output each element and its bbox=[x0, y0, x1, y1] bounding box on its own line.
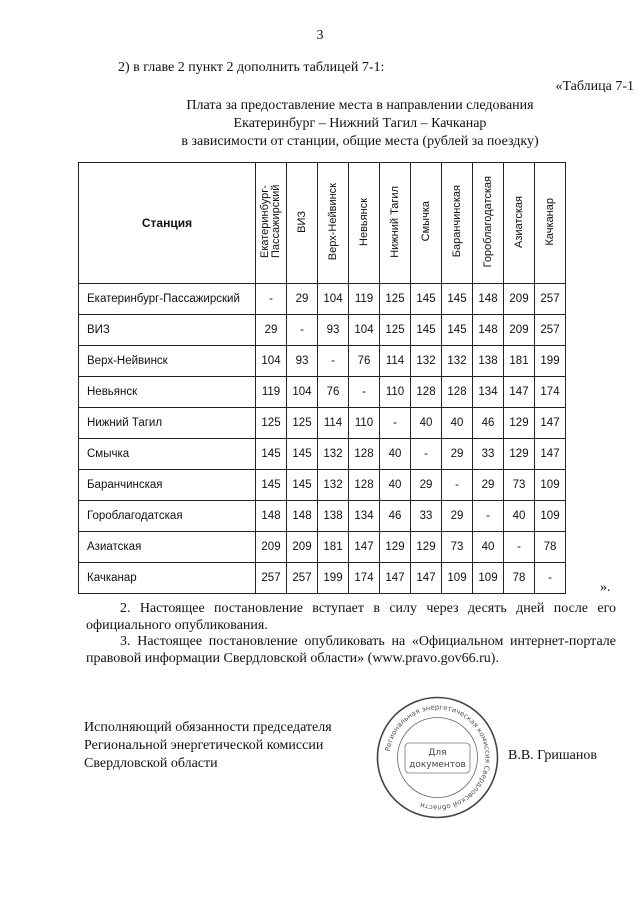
fare-cell: 132 bbox=[318, 439, 349, 470]
fare-cell: 76 bbox=[349, 346, 380, 377]
fare-cell: 129 bbox=[504, 408, 535, 439]
station-name-cell: Нижний Тагил bbox=[79, 408, 256, 439]
table-caption-line1: Плата за предоставление места в направлении следования bbox=[186, 98, 534, 113]
fare-cell: 29 bbox=[411, 470, 442, 501]
fare-cell: 33 bbox=[411, 501, 442, 532]
fare-cell: 129 bbox=[411, 532, 442, 563]
station-name-cell: ВИЗ bbox=[79, 315, 256, 346]
column-header bbox=[442, 163, 473, 284]
fare-cell: 73 bbox=[442, 532, 473, 563]
column-header bbox=[318, 163, 349, 284]
table-row bbox=[79, 315, 566, 346]
fare-cell: 110 bbox=[349, 408, 380, 439]
fare-cell: 128 bbox=[349, 439, 380, 470]
fare-cell: 33 bbox=[473, 439, 504, 470]
fare-cell: 73 bbox=[504, 470, 535, 501]
fare-cell: 181 bbox=[504, 346, 535, 377]
fare-cell: 128 bbox=[442, 377, 473, 408]
fare-cell: 145 bbox=[442, 315, 473, 346]
fare-cell: 181 bbox=[318, 532, 349, 563]
table-row bbox=[79, 470, 566, 501]
column-header bbox=[287, 163, 318, 284]
table-row bbox=[79, 563, 566, 594]
fare-cell: 104 bbox=[318, 284, 349, 315]
table-caption-line2: Екатеринбург – Нижний Тагил – Качканар bbox=[233, 116, 487, 131]
signatory-title-line3: Свердловской области bbox=[84, 756, 218, 771]
station-name-cell: Смычка bbox=[79, 439, 256, 470]
fare-cell: - bbox=[349, 377, 380, 408]
fare-cell: 125 bbox=[256, 408, 287, 439]
intro-line: 2) в главе 2 пункт 2 дополнить таблицей 7-1: bbox=[118, 60, 385, 75]
column-header-label: Невьянск bbox=[357, 197, 370, 246]
column-header bbox=[380, 163, 411, 284]
fare-cell: 114 bbox=[380, 346, 411, 377]
fare-cell: 209 bbox=[287, 532, 318, 563]
table-row bbox=[79, 408, 566, 439]
fare-cell: 145 bbox=[411, 315, 442, 346]
paragraph-effective-date bbox=[86, 600, 616, 634]
fare-cell: 209 bbox=[504, 284, 535, 315]
fare-cell: 174 bbox=[535, 377, 566, 408]
fare-cell: 209 bbox=[256, 532, 287, 563]
fare-cell: 147 bbox=[504, 377, 535, 408]
fare-cell: 40 bbox=[380, 439, 411, 470]
fare-cell: 46 bbox=[473, 408, 504, 439]
fare-cell: 29 bbox=[442, 439, 473, 470]
fare-cell: 148 bbox=[256, 501, 287, 532]
table-caption-line3: в зависимости от станции, общие места (рублей за поездку) bbox=[181, 134, 539, 149]
fare-cell: 257 bbox=[287, 563, 318, 594]
fare-cell: 76 bbox=[318, 377, 349, 408]
station-name-cell: Невьянск bbox=[79, 377, 256, 408]
fare-cell: 199 bbox=[535, 346, 566, 377]
column-header-label: Качканар bbox=[543, 197, 556, 246]
fare-cell: - bbox=[442, 470, 473, 501]
fare-cell: 78 bbox=[504, 563, 535, 594]
fare-cell: 40 bbox=[411, 408, 442, 439]
station-column-header: Станция bbox=[79, 163, 256, 284]
column-header-label: Баранчинская bbox=[450, 185, 463, 258]
table-label: «Таблица 7-1 bbox=[555, 79, 634, 94]
station-name-cell: Баранчинская bbox=[79, 470, 256, 501]
column-header-label: Верх-Нейвинск bbox=[326, 182, 339, 261]
fare-cell: 109 bbox=[535, 501, 566, 532]
station-name-cell: Гороблагодатская bbox=[79, 501, 256, 532]
fare-cell: - bbox=[411, 439, 442, 470]
column-header bbox=[349, 163, 380, 284]
signatory-name: В.В. Гришанов bbox=[508, 748, 597, 763]
column-header bbox=[473, 163, 504, 284]
closing-quote: ». bbox=[600, 580, 611, 595]
fare-cell: 147 bbox=[380, 563, 411, 594]
fare-cell: 109 bbox=[535, 470, 566, 501]
table-row bbox=[79, 501, 566, 532]
station-name-cell: Азиатская bbox=[79, 532, 256, 563]
fare-cell: - bbox=[535, 563, 566, 594]
fare-cell: - bbox=[380, 408, 411, 439]
fare-cell: 138 bbox=[473, 346, 504, 377]
fare-cell: 125 bbox=[380, 284, 411, 315]
fare-cell: 148 bbox=[287, 501, 318, 532]
fare-cell: 110 bbox=[380, 377, 411, 408]
fare-cell: 257 bbox=[256, 563, 287, 594]
fare-table-body bbox=[79, 284, 566, 594]
fare-cell: 257 bbox=[535, 284, 566, 315]
page-number: 3 bbox=[316, 28, 324, 43]
fare-table bbox=[78, 162, 566, 594]
fare-cell: 78 bbox=[535, 532, 566, 563]
fare-cell: 93 bbox=[287, 346, 318, 377]
fare-cell: 132 bbox=[442, 346, 473, 377]
column-header bbox=[256, 163, 287, 284]
fare-cell: 257 bbox=[535, 315, 566, 346]
fare-cell: 128 bbox=[411, 377, 442, 408]
table-row bbox=[79, 439, 566, 470]
fare-cell: - bbox=[504, 532, 535, 563]
fare-cell: 29 bbox=[442, 501, 473, 532]
column-header-label: Нижний Тагил bbox=[388, 185, 401, 258]
fare-cell: 147 bbox=[535, 439, 566, 470]
seal-center-line1: Для bbox=[428, 748, 447, 758]
fare-cell: 145 bbox=[256, 439, 287, 470]
signatory-title-line1: Исполняющий обязанности председателя bbox=[84, 720, 332, 735]
fare-cell: 145 bbox=[256, 470, 287, 501]
column-header-label: ВИЗ bbox=[295, 210, 308, 233]
fare-cell: 125 bbox=[287, 408, 318, 439]
paragraph-publication bbox=[86, 633, 616, 667]
fare-cell: 134 bbox=[473, 377, 504, 408]
station-name-cell: Екатеринбург-Пассажирский bbox=[79, 284, 256, 315]
fare-cell: 129 bbox=[380, 532, 411, 563]
fare-cell: 145 bbox=[442, 284, 473, 315]
fare-cell: 109 bbox=[473, 563, 504, 594]
fare-cell: 104 bbox=[287, 377, 318, 408]
column-header bbox=[504, 163, 535, 284]
column-header-label: Смычка bbox=[419, 201, 432, 242]
fare-cell: 40 bbox=[473, 532, 504, 563]
fare-cell: - bbox=[256, 284, 287, 315]
fare-cell: 147 bbox=[535, 408, 566, 439]
fare-cell: 109 bbox=[442, 563, 473, 594]
fare-cell: 147 bbox=[349, 532, 380, 563]
fare-cell: 132 bbox=[318, 470, 349, 501]
fare-cell: 138 bbox=[318, 501, 349, 532]
fare-cell: 125 bbox=[380, 315, 411, 346]
fare-cell: - bbox=[318, 346, 349, 377]
fare-cell: 46 bbox=[380, 501, 411, 532]
fare-cell: 104 bbox=[256, 346, 287, 377]
fare-cell: 209 bbox=[504, 315, 535, 346]
table-row bbox=[79, 532, 566, 563]
fare-cell: 148 bbox=[473, 284, 504, 315]
fare-cell: 114 bbox=[318, 408, 349, 439]
fare-table-header-row bbox=[79, 163, 566, 284]
fare-cell: 104 bbox=[349, 315, 380, 346]
fare-cell: 40 bbox=[504, 501, 535, 532]
fare-cell: 174 bbox=[349, 563, 380, 594]
fare-cell: 145 bbox=[287, 439, 318, 470]
document-seal bbox=[375, 695, 500, 820]
fare-cell: 29 bbox=[256, 315, 287, 346]
fare-cell: 147 bbox=[411, 563, 442, 594]
fare-cell: 148 bbox=[473, 315, 504, 346]
column-header-label: Гороблагодатская bbox=[481, 175, 494, 268]
paragraph-effective-date-text: 2. Настоящее постановление вступает в силу через десять дней после его официального опубликования. bbox=[86, 601, 616, 633]
fare-cell: - bbox=[473, 501, 504, 532]
fare-cell: 199 bbox=[318, 563, 349, 594]
fare-cell: 119 bbox=[256, 377, 287, 408]
column-header bbox=[411, 163, 442, 284]
fare-cell: 40 bbox=[442, 408, 473, 439]
column-header-label: Азиатская bbox=[512, 195, 525, 248]
fare-cell: 129 bbox=[504, 439, 535, 470]
fare-cell: 29 bbox=[473, 470, 504, 501]
seal-center-line2: документов bbox=[409, 760, 466, 770]
column-header-label: Екатеринбург-Пассажирский bbox=[259, 184, 282, 259]
table-row bbox=[79, 284, 566, 315]
fare-cell: 93 bbox=[318, 315, 349, 346]
fare-cell: 128 bbox=[349, 470, 380, 501]
signatory-title-line2: Региональной энергетической комиссии bbox=[84, 738, 324, 753]
seal-ring-text: Региональная энергетическая комиссия Свердловской области bbox=[383, 703, 492, 812]
table-row bbox=[79, 377, 566, 408]
fare-cell: 134 bbox=[349, 501, 380, 532]
fare-cell: 40 bbox=[380, 470, 411, 501]
fare-cell: 29 bbox=[287, 284, 318, 315]
fare-cell: 145 bbox=[411, 284, 442, 315]
station-name-cell: Качканар bbox=[79, 563, 256, 594]
station-name-cell: Верх-Нейвинск bbox=[79, 346, 256, 377]
fare-cell: - bbox=[287, 315, 318, 346]
paragraph-publication-text: 3. Настоящее постановление опубликовать на «Официальном интернет-портале правовой информации Свердловской области» (www.pravo.gov66.ru). bbox=[86, 634, 616, 666]
column-header bbox=[535, 163, 566, 284]
fare-cell: 145 bbox=[287, 470, 318, 501]
table-row bbox=[79, 346, 566, 377]
fare-cell: 132 bbox=[411, 346, 442, 377]
signatory-title bbox=[84, 719, 332, 773]
fare-cell: 119 bbox=[349, 284, 380, 315]
